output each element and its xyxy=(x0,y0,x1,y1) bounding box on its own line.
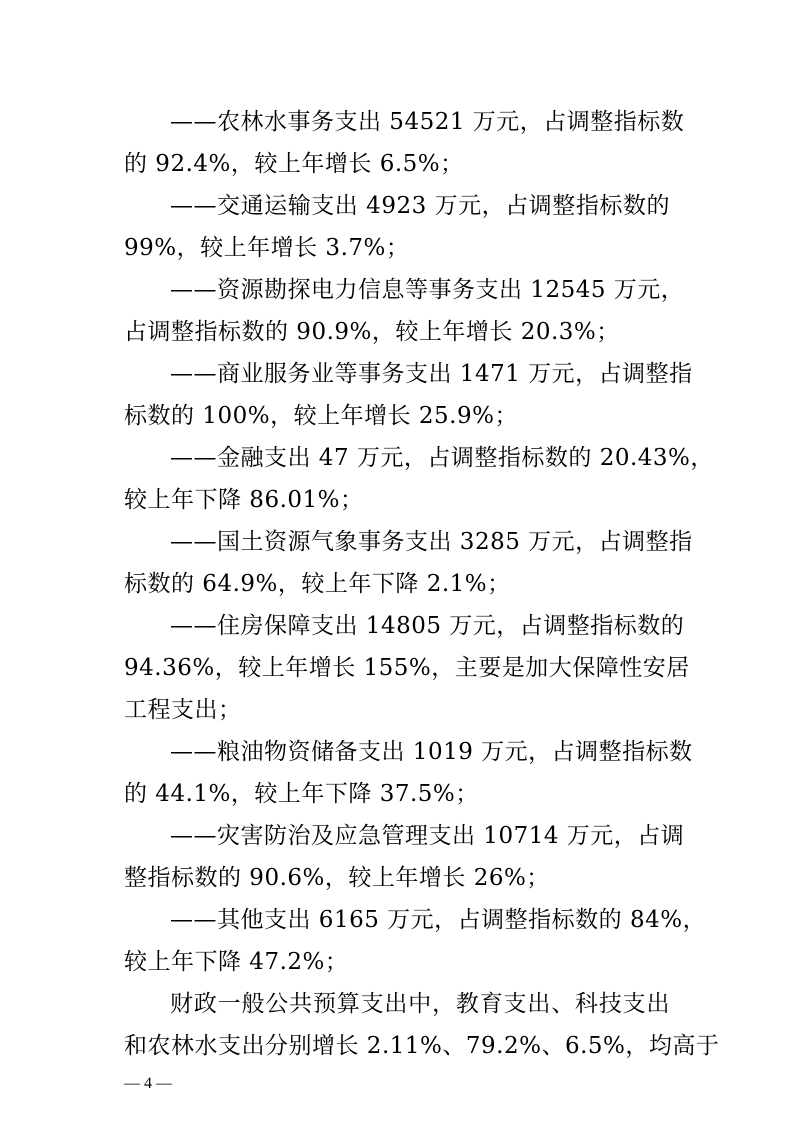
text-line: 99%，较上年增长 3.7%； xyxy=(124,235,410,261)
text-line: 94.36%，较上年增长 155%，主要是加大保障性安居 xyxy=(124,655,690,681)
text-line: ——其他支出 6165 万元，占调整指标数的 84%， xyxy=(170,907,707,933)
text-line: ——灾害防治及应急管理支出 10714 万元，占调 xyxy=(170,823,685,849)
text-line: ——商业服务业等事务支出 1471 万元，占调整指 xyxy=(170,361,693,387)
text-line: 较上年下降 86.01%； xyxy=(124,487,364,513)
text-line: 标数的 64.9%，较上年下降 2.1%； xyxy=(124,571,511,597)
text-line: 标数的 100%，较上年增长 25.9%； xyxy=(124,403,518,429)
text-line: 和农林水支出分别增长 2.11%、79.2%、6.5%，均高于 xyxy=(124,1033,720,1059)
text-line: ——国土资源气象事务支出 3285 万元，占调整指 xyxy=(170,529,693,555)
text-line: 较上年下降 47.2%； xyxy=(124,949,349,975)
text-line: ——粮油物资储备支出 1019 万元，占调整指标数 xyxy=(170,739,693,765)
text-line: ——资源勘探电力信息等事务支出 12545 万元， xyxy=(170,277,685,303)
text-line: 的 44.1%，较上年下降 37.5%； xyxy=(124,781,479,807)
text-line: 整指标数的 90.6%，较上年增长 26%； xyxy=(124,865,550,891)
text-line: ——住房保障支出 14805 万元，占调整指标数的 xyxy=(170,613,685,639)
text-line: 工程支出； xyxy=(124,697,242,723)
page-number: — 4 — xyxy=(124,1075,172,1092)
text-line: ——交通运输支出 4923 万元，占调整指标数的 xyxy=(170,193,670,219)
text-line: ——金融支出 47 万元，占调整指标数的 20.43%， xyxy=(170,445,714,471)
text-line: 财政一般公共预算支出中，教育支出、科技支出 xyxy=(170,991,670,1017)
text-line: 占调整指标数的 90.9%，较上年增长 20.3%； xyxy=(124,319,620,345)
text-line: ——农林水事务支出 54521 万元，占调整指标数 xyxy=(170,109,685,135)
text-line: 的 92.4%，较上年增长 6.5%； xyxy=(124,151,464,177)
